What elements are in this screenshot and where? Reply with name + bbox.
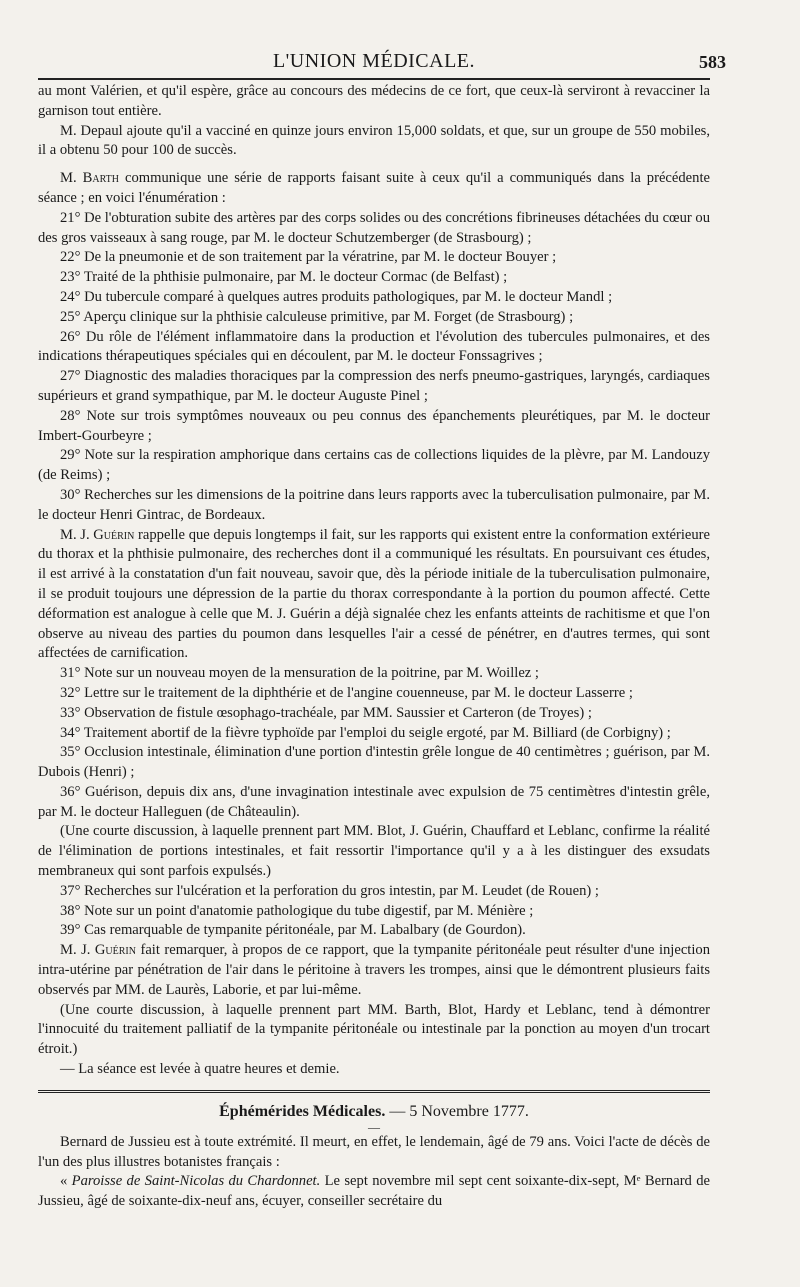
paragraph [38, 783, 710, 823]
paragraph [38, 684, 710, 704]
paragraph-text: 31° Note sur un nouveau moyen de la mensuration de la poitrine, par M. Woillez ; [60, 665, 539, 682]
paragraph-text: 35° Occlusion intestinale, élimination d'une portion d'intestin grêle longue de 40 centimètres ; guérison, par M. Dubois (Henri) ; [38, 744, 710, 781]
page-header [38, 44, 726, 78]
paragraph [38, 248, 710, 268]
paragraph-text: 38° Note sur un point d'anatomie pathologique du tube digestif, par M. Ménière ; [60, 902, 534, 919]
paragraph-text: 28° Note sur trois symptômes nouveaux ou peu connus des épanchements pleurétiques, par M. le docteur Imbert-Gourbeyre ; [38, 407, 710, 444]
paragraph [38, 446, 710, 486]
paragraph [38, 288, 710, 308]
paragraph [38, 209, 710, 249]
header-rule [38, 78, 710, 80]
paragraph [38, 122, 710, 162]
ephemerides-title: Éphémérides Médicales. [219, 1102, 386, 1120]
running-title: L'UNION MÉDICALE. [272, 50, 476, 72]
paragraph-text: 39° Cas remarquable de tympanite péritonéale, par M. Labalbary (de Gourdon). [60, 922, 526, 939]
paragraph [38, 882, 710, 902]
paragraph-text: M. Depaul ajoute qu'il a vacciné en quinze jours environ 15,000 soldats, et que, sur un groupe de 550 mobiles, il a obtenu 50 pour 100 de succès. [38, 122, 710, 159]
quote-mark: « [60, 1173, 72, 1190]
paragraph [38, 169, 710, 209]
paragraph-text: fait remarquer, à propos de ce rapport, que la tympanite péritonéale peut résulter d'une injection intra-utérine par pénétration de l'air dans le péritoine à travers les trompes, ainsi que le démontrent plusieurs faits observés par MM. de Laurès, Laborie, et par lui-même. [38, 942, 711, 998]
paragraph-text: (Une courte discussion, à laquelle prennent part MM. Barth, Blot, Hardy et Leblanc, tend à démontrer l'innocuité du traitement palliatif de la tympanite péritonéale ou intestinale par la ponction au moyen d'un trocart étroit.) [38, 1001, 710, 1058]
paragraph [38, 664, 710, 684]
paragraph [38, 328, 710, 368]
paragraph [38, 1172, 710, 1212]
paragraph [38, 1001, 710, 1060]
speaker-name: M. J. Guérin [60, 526, 135, 543]
paragraph [38, 724, 710, 744]
paragraph [38, 704, 710, 724]
paragraph [38, 367, 710, 407]
paragraph-text: 30° Recherches sur les dimensions de la poitrine dans leurs rapports avec la tuberculisation pulmonaire, par M. le docteur Henri Gintrac, de Bordeaux. [38, 486, 710, 523]
paragraph-text: Le sept novembre mil sept cent soixante-dix-sept, Mᵉ Bernard de Jussieu, âgé de soixante-dix-neuf ans, écuyer, conseiller secrétaire du [38, 1173, 710, 1210]
paragraph-text: — La séance est levée à quatre heures et demie. [60, 1061, 340, 1078]
ephemerides-heading [38, 1103, 710, 1121]
paragraph-text: 33° Observation de fistule œsophago-trachéale, par MM. Saussier et Carteron (de Troyes) ; [60, 704, 592, 721]
paragraph-text: 29° Note sur la respiration amphorique dans certains cas de collections liquides de la plèvre, par M. Landouzy (de Reims) ; [38, 447, 710, 484]
paragraph-text: 34° Traitement abortif de la fièvre typhoïde par l'emploi du seigle ergoté, par M. Billiard (de Corbigny) ; [60, 724, 671, 741]
paragraph [38, 407, 710, 447]
paragraph-text: communique une série de rapports faisant suite à ceux qu'il a communiqués dans la précédente séance ; en voici l'énumération : [38, 170, 710, 206]
paragraph-text: Bernard de Jussieu est à toute extrémité. Il meurt, en effet, le lendemain, âgé de 79 ans. Voici l'acte de décès de l'un des plus illustres botanistes français : [38, 1133, 710, 1170]
paragraph-text: 36° Guérison, depuis dix ans, d'une invagination intestinale avec expulsion de 75 centimètres d'intestin grêle, par M. le docteur Halleguen (de Châteaulin). [38, 783, 710, 820]
paragraph [38, 526, 710, 665]
paragraph-text: 24° Du tubercule comparé à quelques autres produits pathologiques, par M. le docteur Mandl ; [60, 288, 613, 305]
paragraph-text: au mont Valérien, et qu'il espère, grâce au concours des médecins de ce fort, que ceux-là serviront à revacciner la garnison tout entière. [38, 83, 710, 119]
paragraph-text: 21° De l'obturation subite des artères par des corps solides ou des concrétions fibrineuses détachées du cœur ou des gros vaisseaux à sang rouge, par M. le docteur Schutzemberger (de Strasbourg) ; [38, 209, 710, 246]
paragraph [38, 822, 710, 881]
speaker-name: M. J. Guérin [60, 942, 136, 959]
ephemerides-body [38, 1133, 710, 1212]
paragraph [38, 921, 710, 941]
paragraph [38, 82, 710, 122]
article-body [38, 82, 710, 1080]
paragraph-text: 22° De la pneumonie et de son traitement par la vératrine, par M. le docteur Bouyer ; [60, 249, 557, 266]
paragraph-text: 27° Diagnostic des maladies thoraciques par la compression des nerfs pneumo-gastriques, laryngés, cardiaques supérieurs et grand sympathique, par M. le docteur Auguste Pinel ; [38, 368, 710, 404]
paragraph [38, 902, 710, 922]
paragraph-text: 26° Du rôle de l'élément inflammatoire dans la production et l'évolution des tubercules pulmonaires, et des indications thérapeutiques spéciales qui en découlent, par M. le docteur Fonssagrives ; [38, 328, 710, 365]
paragraph-text: 25° Aperçu clinique sur la phthisie calculeuse primitive, par M. Forget (de Strasbourg) ; [60, 308, 574, 325]
page [38, 44, 726, 1212]
ephemerides-date: — 5 Novembre 1777. [389, 1102, 529, 1120]
paragraph [38, 743, 710, 783]
section-rule [38, 1090, 710, 1093]
paragraph-text: 32° Lettre sur le traitement de la diphthérie et de l'angine couenneuse, par M. le docteur Lasserre ; [60, 684, 633, 701]
paragraph [38, 1060, 710, 1080]
paragraph [38, 941, 710, 1000]
page-number: 583 [699, 52, 726, 72]
ephemerides-separator: — [368, 1119, 380, 1134]
paragraph [38, 1133, 710, 1173]
paragraph [38, 268, 710, 288]
italic-phrase: Paroisse de Saint-Nicolas du Chardonnet. [71, 1173, 321, 1190]
paragraph [38, 308, 710, 328]
paragraph-text: rappelle que depuis longtemps il fait, sur les rapports qui existent entre la conformation extérieure du thorax et la phthisie pulmonaire, des recherches dont il a communiqué les résultats. En poursuivant ces études, il est arrivé à la constatation d'un fait nouveau, savoir que, dès la période initiale de la tuberculisation pulmonaire, il se produit toujours une dépression de la partie du thorax correspondante à la portion du poumon affecté. Cette déformation est analogue à celle que M. J. Guérin a déjà signalée chez les enfants atteints de rachitisme et que l'on observe au niveau des parties du poumon dans lesquelles l'air a cessé de pénétrer, en d'autres termes, qui sont affectées de carnification. [38, 526, 711, 662]
paragraph-text: (Une courte discussion, à laquelle prennent part MM. Blot, J. Guérin, Chauffard et Leblanc, confirme la réalité de l'élimination de portions intestinales, et fait ressortir l'importance qu'il y a à les distinguer des exsudats membraneux qui sont parfois expulsés.) [38, 823, 710, 880]
speaker-name: M. Barth [60, 170, 119, 187]
paragraph-text: 37° Recherches sur l'ulcération et la perforation du gros intestin, par M. Leudet (de Rouen) ; [60, 882, 599, 899]
paragraph [38, 486, 710, 526]
paragraph-text: 23° Traité de la phthisie pulmonaire, par M. le docteur Cormac (de Belfast) ; [60, 269, 508, 286]
